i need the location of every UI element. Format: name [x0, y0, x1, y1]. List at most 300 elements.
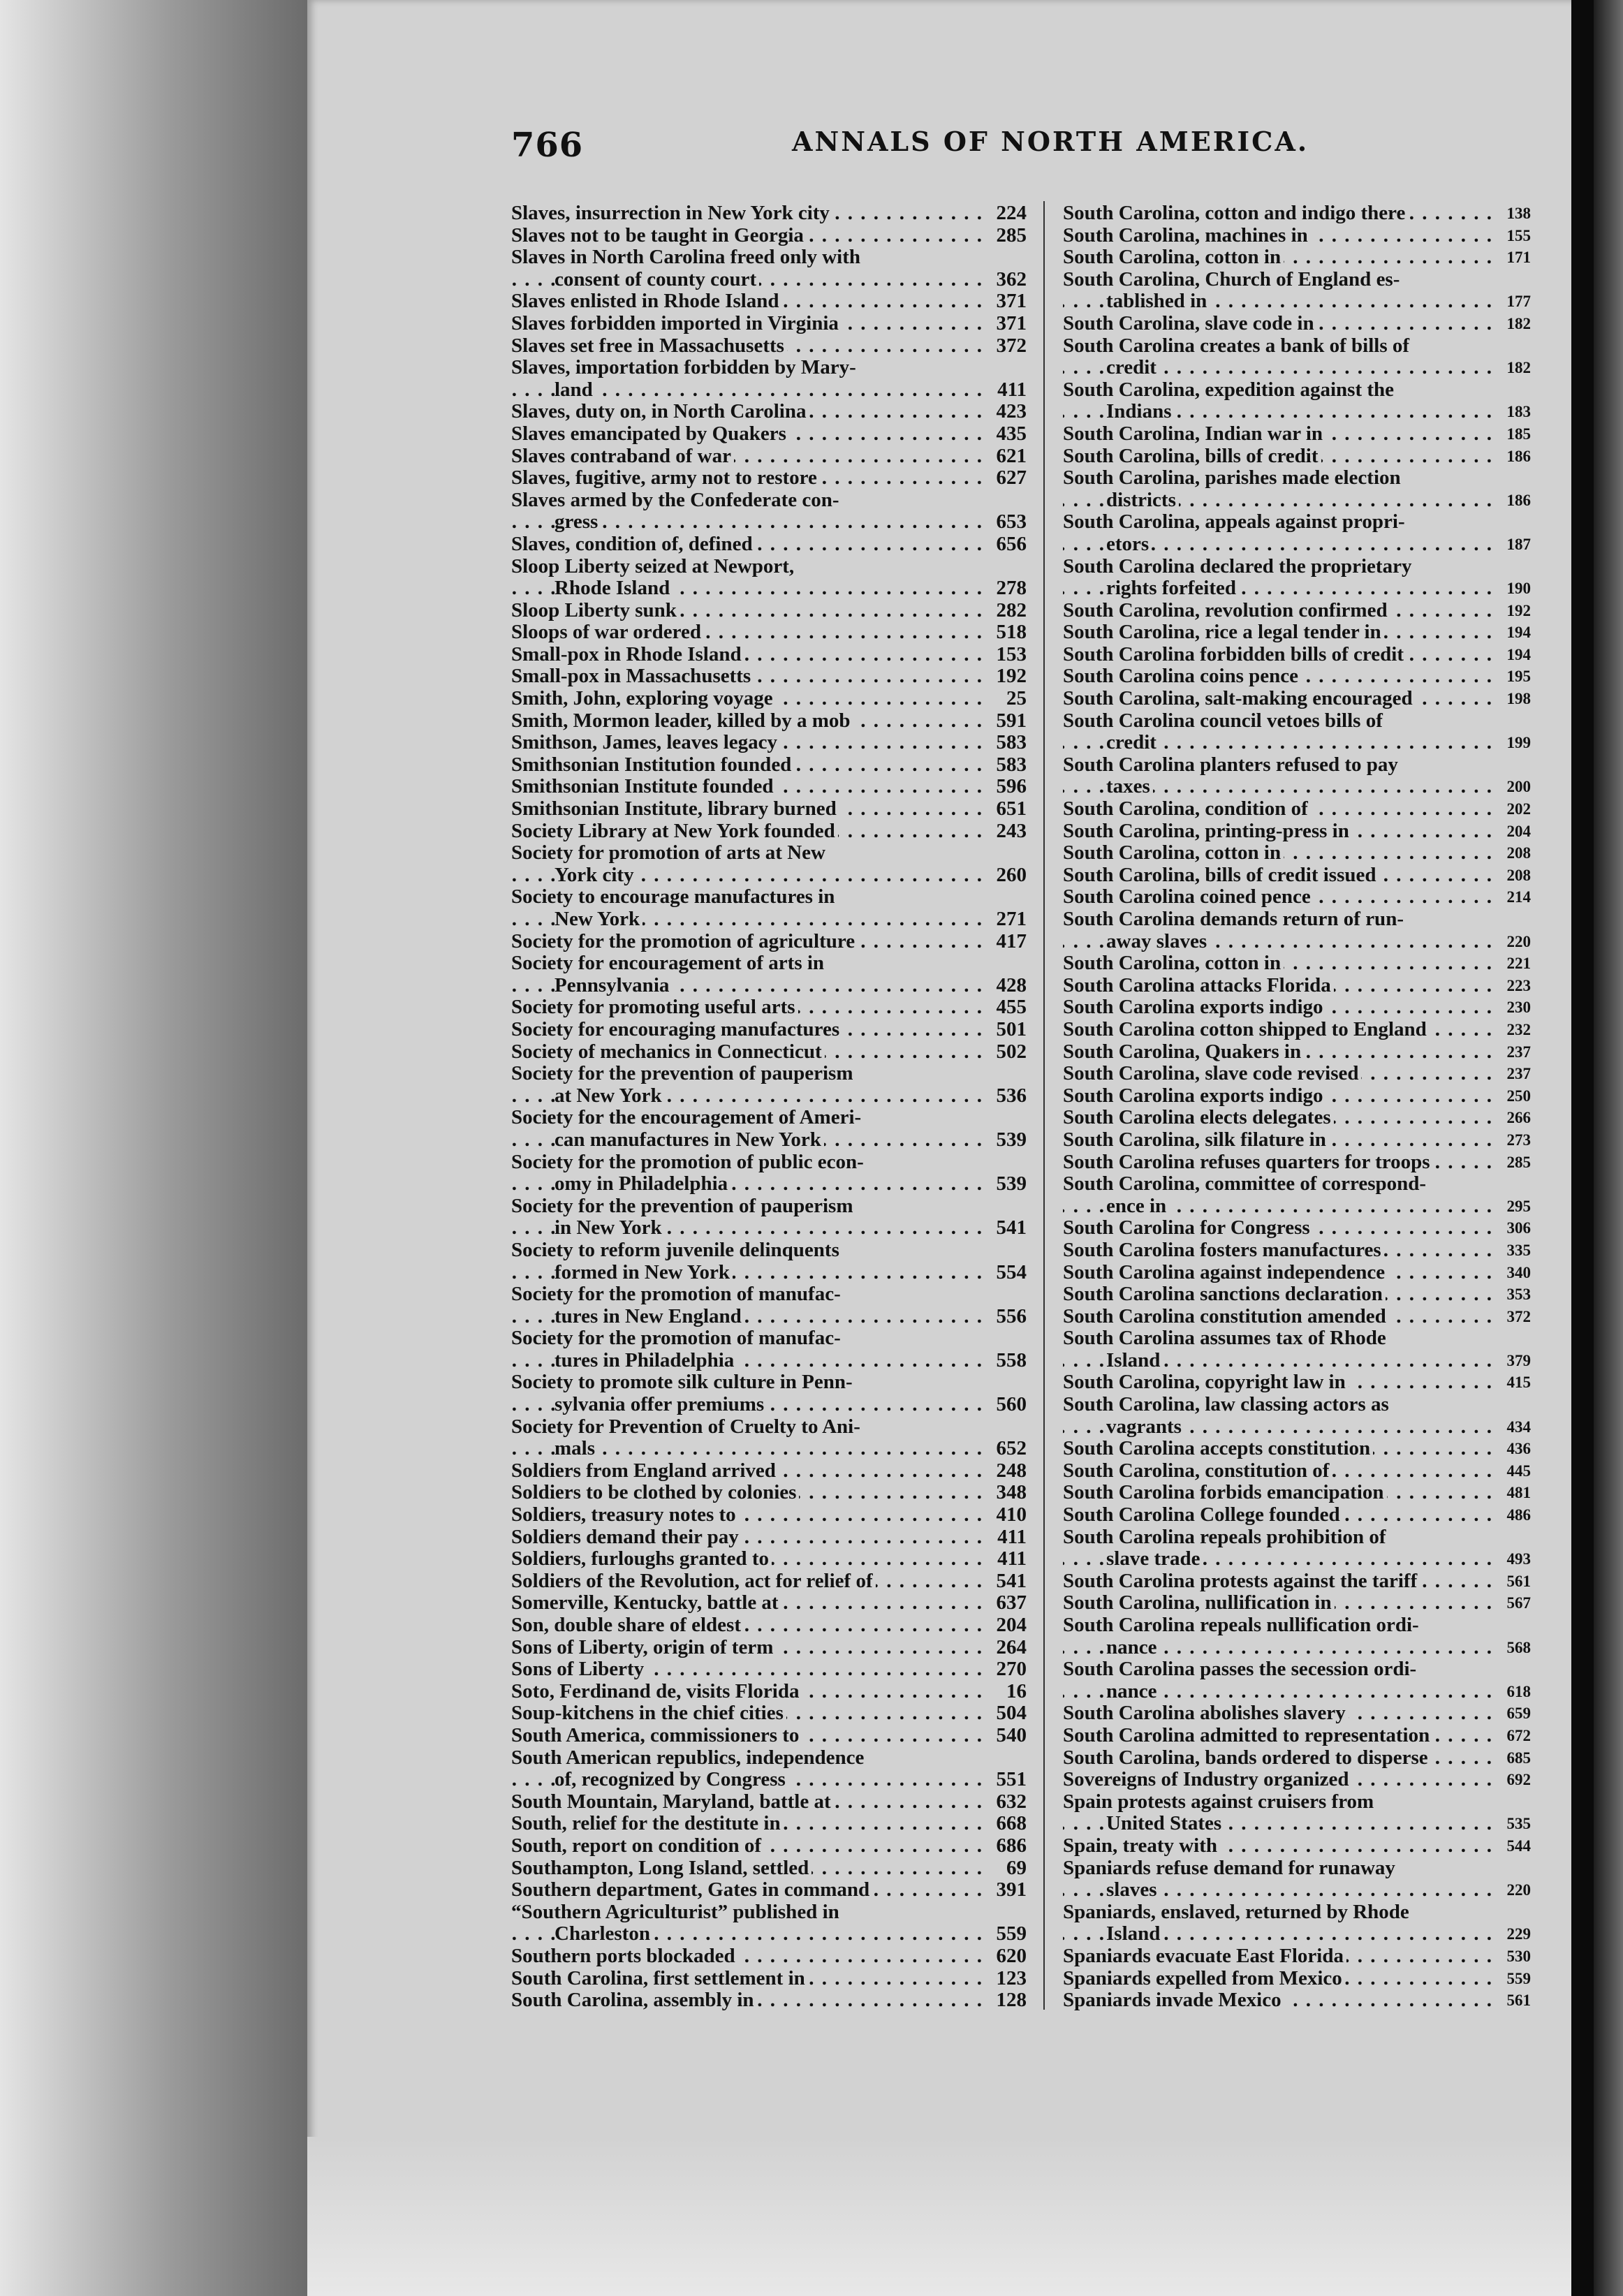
entry-text: Slaves set free in Massachusetts: [511, 334, 787, 357]
entry-page-number: 198: [1504, 688, 1532, 710]
entry-page-number: 271: [994, 908, 1027, 931]
entry-text: Spain, treaty with: [1063, 1834, 1220, 1857]
entry-text: consent of county court: [555, 268, 759, 290]
entry-line: [511, 820, 1027, 843]
entry-text: South Carolina, Quakers in: [1063, 1040, 1304, 1063]
entry-page-number: 652: [994, 1438, 1027, 1460]
entry-text: in New York: [555, 1216, 665, 1239]
entry-page-number: 672: [1504, 1725, 1532, 1747]
entry-text: Sons of Liberty, origin of term: [511, 1636, 776, 1658]
index-entry: [511, 732, 1027, 754]
entry-page-number: 632: [994, 1791, 1027, 1813]
entry-text: etors: [1106, 533, 1152, 555]
entry-text: Society for promotion of arts at New: [511, 841, 828, 864]
entry-text: South Carolina, machines in: [1063, 224, 1311, 246]
entry-line: [511, 1416, 1027, 1438]
entry-page-number: 541: [994, 1570, 1027, 1593]
index-entry: [511, 1063, 1027, 1107]
entry-page-number: 417: [994, 931, 1027, 953]
entry-line: [511, 1085, 1027, 1107]
entry-text: South Carolina, revolution confirmed: [1063, 599, 1390, 621]
entry-line: [511, 732, 1027, 754]
entry-line: [511, 1151, 1027, 1174]
entry-line: [511, 401, 1027, 423]
entry-line: [511, 1857, 1027, 1880]
entry-page-number: 668: [994, 1813, 1027, 1835]
index-entry: [1063, 466, 1531, 511]
entry-text: Slaves, importation forbidden by Mary-: [511, 356, 859, 378]
entry-text: Slaves, duty on, in North Carolina: [511, 400, 809, 422]
index-entry: [511, 335, 1027, 358]
entry-line: [1063, 598, 1531, 622]
index-entry: [1063, 1525, 1531, 1570]
entry-line: [511, 1526, 1027, 1549]
entry-page-number: 260: [994, 864, 1027, 887]
entry-line: [511, 335, 1027, 358]
entry-page-number: 282: [994, 600, 1027, 622]
entry-text: Charleston: [555, 1922, 653, 1945]
entry-text: South Carolina, Indian war in: [1063, 422, 1325, 445]
entry-page-number: 556: [994, 1306, 1027, 1328]
index-entry: [1063, 1702, 1531, 1725]
index-entry: [511, 820, 1027, 843]
entry-page-number: 153: [994, 644, 1027, 666]
entry-line: [1063, 1260, 1531, 1284]
entry-page-number: 434: [1504, 1416, 1532, 1438]
entry-text: Slaves, insurrection in New York city: [511, 202, 832, 224]
entry-text: South Carolina forbids emancipation: [1063, 1481, 1387, 1503]
entry-line: [1063, 1679, 1531, 1703]
index-entry: [511, 1239, 1027, 1283]
index-entry: [511, 1592, 1027, 1614]
index-entry: [511, 710, 1027, 733]
index-entry: [1063, 1481, 1531, 1504]
entry-line: [1063, 952, 1531, 975]
entry-line: [1063, 863, 1531, 887]
entry-line: [1063, 379, 1524, 402]
index-column-left: [511, 203, 1027, 2012]
entry-text: slave trade: [1106, 1547, 1203, 1570]
entry-page-number: 177: [1504, 290, 1532, 313]
entry-line: [511, 379, 1027, 402]
entry-text: Southampton, Long Island, settled: [511, 1857, 812, 1879]
entry-page-number: 123: [994, 1968, 1027, 1990]
index-entry: [1063, 1900, 1531, 1945]
entry-page-number: 415: [1504, 1371, 1532, 1394]
index-entry: [1063, 1989, 1531, 2012]
entry-line: [1063, 1106, 1531, 1129]
entry-text: South Carolina, salt-making encouraged: [1063, 687, 1416, 709]
running-head: ANNALS OF NORTH AMERICA.: [792, 126, 1309, 157]
index-entry: [511, 1283, 1027, 1327]
entry-text: Society of mechanics in Connecticut: [511, 1040, 825, 1063]
column-rule: [1043, 201, 1045, 2010]
entry-line: [511, 776, 1027, 798]
entry-text: formed in New York: [555, 1261, 733, 1283]
entry-line: [1063, 311, 1531, 335]
index-entry: [1063, 1327, 1531, 1371]
entry-text: sylvania offer premiums: [555, 1393, 767, 1415]
entry-text: Southern department, Gates in command: [511, 1878, 872, 1901]
entry-page-number: 264: [994, 1637, 1027, 1659]
entry-text: Smithson, James, leaves legacy: [511, 731, 780, 753]
index-entry: [511, 1460, 1027, 1482]
entry-page-number: 561: [1504, 1570, 1532, 1593]
entry-text: Society to reform juvenile delinquents: [511, 1239, 842, 1261]
index-entry: [511, 290, 1027, 313]
index-entry: [511, 1989, 1027, 2012]
entry-line: [511, 1504, 1027, 1526]
entry-text: South Mountain, Maryland, battle at: [511, 1790, 834, 1813]
index-entry: [511, 688, 1027, 710]
entry-line: [1063, 996, 1531, 1019]
index-entry: [511, 1526, 1027, 1549]
entry-text: Somerville, Kentucky, battle at: [511, 1591, 781, 1614]
index-entry: [511, 203, 1027, 225]
index-entry: [1063, 621, 1531, 644]
entry-line: [1063, 1062, 1531, 1085]
entry-text: South Carolina cotton shipped to England: [1063, 1018, 1430, 1040]
entry-page-number: 539: [994, 1173, 1027, 1195]
entry-text: Indians: [1106, 400, 1175, 422]
entry-line: [511, 1283, 1027, 1306]
entry-page-number: 551: [994, 1769, 1027, 1791]
index-entry: [511, 842, 1027, 886]
entry-line: [511, 1306, 1027, 1328]
index-entry: [1063, 1393, 1531, 1438]
entry-text: land: [555, 378, 596, 401]
entry-page-number: 187: [1504, 533, 1532, 556]
entry-line: [1063, 1327, 1524, 1350]
entry-line: [511, 754, 1027, 777]
index-entry: [1063, 1790, 1531, 1835]
index-entry: [511, 1637, 1027, 1659]
entry-page-number: 208: [1504, 842, 1532, 864]
entry-line: [511, 1063, 1027, 1085]
index-entry: [511, 1504, 1027, 1526]
index-entry: [511, 600, 1027, 622]
index-entry: [511, 1371, 1027, 1415]
entry-text: South Carolina demands return of run-: [1063, 908, 1407, 930]
index-entry: [1063, 334, 1531, 379]
entry-page-number: 411: [994, 1526, 1027, 1549]
entry-text: Spaniards evacuate East Florida: [1063, 1945, 1346, 1967]
entry-line: [511, 1658, 1027, 1681]
entry-page-number: 637: [994, 1592, 1027, 1614]
entry-page-number: 371: [994, 290, 1027, 313]
index-entry: [1063, 885, 1531, 908]
index-entry: [1063, 1658, 1531, 1702]
entry-page-number: 502: [994, 1041, 1027, 1064]
facing-page-edge: [1594, 0, 1623, 2296]
entry-page-number: 273: [1504, 1129, 1532, 1151]
entry-page-number: 25: [1004, 688, 1027, 710]
entry-text: Island: [1106, 1922, 1163, 1945]
entry-page-number: 295: [1504, 1195, 1532, 1218]
entry-page-number: 192: [994, 665, 1027, 688]
entry-line: [1063, 621, 1531, 644]
entry-text: South Carolina repeals nullification ordi-: [1063, 1614, 1422, 1636]
index-entry: [1063, 1834, 1531, 1857]
entry-page-number: 335: [1504, 1239, 1532, 1262]
entry-line: [511, 710, 1027, 733]
entry-text: South, relief for the destitute in: [511, 1812, 784, 1834]
entry-line: [1063, 1635, 1531, 1659]
entry-text: South Carolina for Congress: [1063, 1216, 1313, 1239]
entry-line: [511, 1791, 1027, 1813]
index-entry: [1063, 1062, 1531, 1085]
entry-page-number: 481: [1504, 1482, 1532, 1504]
entry-text: South Carolina passes the secession ordi-: [1063, 1658, 1419, 1680]
entry-line: [1063, 246, 1531, 269]
entry-line: [1063, 1394, 1524, 1416]
entry-text: Sovereigns of Industry organized: [1063, 1768, 1352, 1790]
entry-page-number: 340: [1504, 1262, 1532, 1284]
index-entry: [1063, 510, 1531, 555]
entry-text: Society for the prevention of pauperism: [511, 1195, 855, 1217]
entry-line: [1063, 1238, 1531, 1262]
entry-text: Southern ports blockaded: [511, 1945, 738, 1967]
entry-text: Society for promoting useful arts: [511, 996, 798, 1018]
index-entry: [1063, 996, 1531, 1019]
entry-text: Slaves emancipated by Quakers: [511, 422, 789, 445]
entry-line: [1063, 775, 1531, 798]
entry-text: South Carolina, cotton in: [1063, 952, 1284, 974]
entry-line: [511, 1129, 1027, 1151]
entry-line: [511, 467, 1027, 490]
index-entry: [1063, 1746, 1531, 1769]
index-entry: [511, 886, 1027, 930]
index-entry: [511, 446, 1027, 468]
entry-page-number: 202: [1504, 798, 1532, 820]
index-entry: [1063, 311, 1531, 335]
entry-text: South Carolina against independence: [1063, 1261, 1388, 1283]
entry-page-number: 128: [994, 1989, 1027, 2012]
index-entry: [511, 1416, 1027, 1460]
entry-page-number: 278: [994, 577, 1027, 600]
entry-text: South Carolina council vetoes bills of: [1063, 709, 1386, 732]
entry-text: South Carolina fosters manufactures: [1063, 1239, 1384, 1261]
entry-line: [1063, 1017, 1531, 1041]
entry-text: South Carolina, cotton in: [1063, 841, 1284, 864]
entry-text: vagrants: [1106, 1415, 1184, 1438]
index-entry: [1063, 709, 1531, 754]
entry-line: [511, 577, 1027, 600]
entry-text: Sons of Liberty: [511, 1658, 647, 1680]
entry-page-number: 536: [994, 1085, 1027, 1107]
entry-page-number: 306: [1504, 1217, 1532, 1239]
entry-text: South Carolina exports indigo: [1063, 996, 1326, 1018]
entry-text: “Southern Agriculturist” published in: [511, 1901, 842, 1923]
entry-page-number: 204: [994, 1614, 1027, 1637]
index-entry: [511, 754, 1027, 777]
entry-line: [511, 952, 1027, 975]
index-entry: [1063, 642, 1531, 666]
entry-text: Society to promote silk culture in Penn-: [511, 1371, 855, 1393]
entry-page-number: 685: [1504, 1747, 1532, 1769]
entry-text: Sloop Liberty sunk: [511, 599, 680, 621]
entry-line: [511, 886, 1027, 908]
entry-page-number: 192: [1504, 600, 1532, 622]
entry-line: [511, 313, 1027, 335]
index-entry: [1063, 1459, 1531, 1482]
entry-page-number: 596: [994, 776, 1027, 798]
entry-line: [511, 975, 1027, 997]
entry-text: South Carolina, first settlement in: [511, 1967, 808, 1989]
entry-line: [511, 1835, 1027, 1857]
index-entry: [511, 533, 1027, 556]
entry-line: [1063, 1791, 1524, 1813]
entry-line: [511, 1813, 1027, 1835]
entry-line: [511, 1570, 1027, 1593]
entry-page-number: 455: [994, 996, 1027, 1019]
entry-text: gress: [555, 510, 601, 533]
entry-line: [1063, 1526, 1524, 1549]
entry-page-number: 155: [1504, 225, 1532, 247]
entry-text: South Carolina forbidden bills of credit: [1063, 643, 1407, 665]
entry-page-number: 186: [1504, 490, 1532, 512]
entry-page-number: 379: [1504, 1350, 1532, 1372]
index-entry: [1063, 1238, 1531, 1262]
entry-line: [511, 490, 1027, 512]
entry-page-number: 541: [994, 1217, 1027, 1239]
index-entry: [1063, 1150, 1531, 1174]
entry-text: Soldiers of the Revolution, act for relief of: [511, 1570, 876, 1592]
entry-text: tablished in: [1106, 290, 1210, 312]
index-entry: [511, 1327, 1027, 1371]
index-entry: [511, 798, 1027, 820]
entry-page-number: 221: [1504, 952, 1532, 975]
entry-text: credit: [1106, 731, 1159, 753]
entry-line: [1063, 1658, 1524, 1681]
entry-text: Slaves contraband of war: [511, 445, 734, 467]
entry-text: South Carolina assumes tax of Rhode: [1063, 1327, 1389, 1349]
index-entry: [511, 401, 1027, 423]
index-entry: [511, 1901, 1027, 1945]
entry-line: [1063, 202, 1531, 225]
entry-text: South Carolina creates a bank of bills of: [1063, 334, 1412, 357]
index-entry: [1063, 202, 1531, 225]
index-entry: [511, 1968, 1027, 1990]
entry-text: slaves: [1106, 1878, 1160, 1901]
index-entry: [1063, 598, 1531, 622]
index-entry: [511, 644, 1027, 666]
entry-line: [511, 1901, 1027, 1924]
entry-line: [1063, 819, 1531, 843]
entry-page-number: 195: [1504, 665, 1532, 688]
entry-page-number: 561: [1504, 1989, 1532, 2012]
index-entry: [511, 246, 1027, 290]
entry-line: [1063, 1481, 1531, 1504]
entry-page-number: 362: [994, 269, 1027, 291]
entry-page-number: 220: [1504, 1879, 1532, 1901]
entry-line: [511, 1173, 1027, 1195]
entry-line: [1063, 467, 1524, 490]
index-entry: [511, 225, 1027, 247]
entry-page-number: 372: [994, 335, 1027, 358]
entry-text: South Carolina attacks Florida: [1063, 974, 1334, 996]
entry-text: South Carolina refuses quarters for troops: [1063, 1151, 1433, 1173]
entry-line: [511, 600, 1027, 622]
entry-line: [1063, 1283, 1531, 1306]
entry-text: Society for encouraging manufactures: [511, 1018, 842, 1040]
entry-line: [1063, 1194, 1531, 1218]
entry-page-number: 627: [994, 467, 1027, 490]
entry-page-number: 428: [994, 975, 1027, 997]
index-entry: [511, 1658, 1027, 1681]
entry-page-number: 223: [1504, 975, 1532, 997]
entry-text: South Carolina admitted to representation: [1063, 1724, 1432, 1746]
entry-line: [511, 1217, 1027, 1239]
index-entry: [511, 423, 1027, 446]
entry-line: [511, 533, 1027, 556]
entry-page-number: 208: [1504, 864, 1532, 887]
index-entry: [511, 1857, 1027, 1880]
entry-text: South Carolina, assembly in: [511, 1989, 757, 2011]
entry-line: [1063, 908, 1524, 931]
index-entry: [1063, 1966, 1531, 1990]
entry-page-number: 518: [994, 621, 1027, 644]
entry-text: Smithsonian Institute founded: [511, 775, 777, 797]
entry-text: South Carolina, rice a legal tender in: [1063, 621, 1384, 643]
entry-line: [511, 1548, 1027, 1570]
entry-page-number: 560: [994, 1394, 1027, 1416]
entry-line: [1063, 356, 1531, 379]
entry-page-number: 493: [1504, 1548, 1532, 1570]
entry-line: [511, 556, 1027, 578]
entry-page-number: 237: [1504, 1041, 1532, 1064]
entry-text: Sloop Liberty seized at Newport,: [511, 555, 797, 577]
entry-line: [1063, 1901, 1524, 1924]
entry-text: omy in Philadelphia: [555, 1172, 730, 1195]
entry-text: Soldiers to be clothed by colonies: [511, 1481, 799, 1503]
index-entry: [511, 1482, 1027, 1504]
entry-text: South America, commissioners to: [511, 1724, 802, 1746]
entry-line: [511, 1482, 1027, 1504]
entry-line: [511, 446, 1027, 468]
entry-text: South Carolina sanctions declaration: [1063, 1283, 1386, 1305]
entry-page-number: 243: [994, 820, 1027, 843]
index-entry: [511, 467, 1027, 490]
entry-page-number: 653: [994, 511, 1027, 533]
entry-line: [1063, 1415, 1531, 1438]
entry-text: South Carolina, appeals against propri-: [1063, 510, 1408, 533]
entry-page-number: 410: [994, 1504, 1027, 1526]
entry-line: [1063, 1503, 1531, 1526]
entry-page-number: 371: [994, 313, 1027, 335]
entry-line: [511, 203, 1027, 225]
entry-page-number: 250: [1504, 1085, 1532, 1107]
entry-page-number: 285: [1504, 1151, 1532, 1174]
entry-page-number: 229: [1504, 1923, 1532, 1945]
entry-line: [511, 357, 1027, 379]
entry-line: [511, 1350, 1027, 1372]
entry-page-number: 353: [1504, 1283, 1532, 1306]
entry-page-number: 199: [1504, 732, 1532, 754]
entry-line: [511, 908, 1027, 931]
entry-line: [1063, 1348, 1531, 1372]
entry-text: South Carolina, Church of England es-: [1063, 268, 1402, 290]
entry-text: South Carolina, constitution of: [1063, 1459, 1332, 1482]
entry-text: tures in New England: [555, 1305, 744, 1327]
entry-text: Soto, Ferdinand de, visits Florida: [511, 1680, 802, 1702]
index-entry: [1063, 246, 1531, 269]
entry-text: Society to encourage manufactures in: [511, 885, 837, 908]
index-entry: [511, 1813, 1027, 1835]
entry-text: Island: [1106, 1349, 1163, 1371]
entry-page-number: 183: [1504, 401, 1532, 423]
entry-line: [511, 1438, 1027, 1460]
